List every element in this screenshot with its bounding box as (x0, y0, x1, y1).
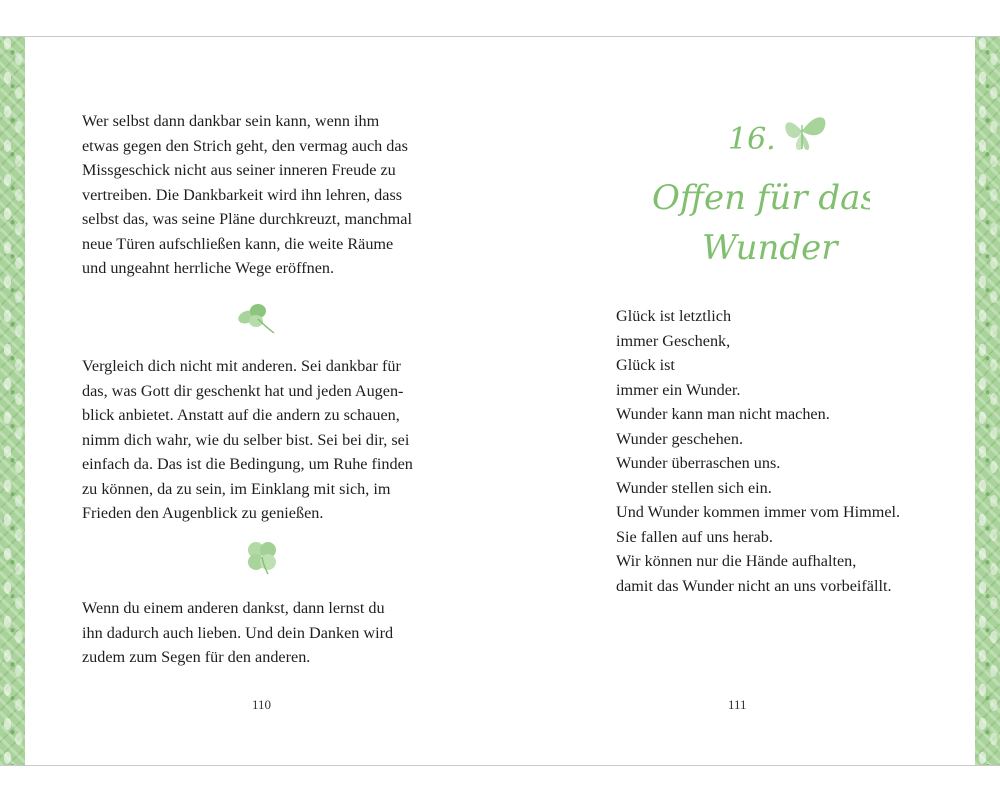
text-line: einfach da. Das ist die Bedingung, um Ruhe finden (82, 455, 413, 473)
paragraph-2 (82, 354, 413, 526)
four-leaf-clover-icon (242, 537, 282, 577)
poem-line: Und Wunder kommen immer vom Himmel. (616, 503, 901, 521)
poem-line: Glück ist (616, 356, 675, 374)
poem-line: immer ein Wunder. (616, 380, 741, 399)
text-line: zu können, da zu sein, im Einklang mit sich, im (82, 479, 391, 498)
poem-line: Sie fallen auf uns herab. (616, 527, 773, 546)
text-line: selbst das, was seine Pläne durchkreuzt, manchmal (82, 210, 412, 228)
text-line: Wenn du einem anderen dankst, dann lernst du (82, 599, 385, 617)
page-number: 110 (252, 697, 272, 712)
right-decorative-border (975, 37, 1000, 765)
left-page (82, 37, 442, 765)
poem-line: Wir können nur die Hände aufhalten, (616, 552, 857, 570)
text-line: nimm dich wahr, wie du selber bist. Sei bei dir, sei (82, 430, 410, 449)
paragraph-3 (82, 596, 393, 670)
text-line: vertreiben. Die Dankbarkeit wird ihn lehren, dass (82, 185, 403, 204)
text-line: etwas gegen den Strich geht, den vermag auch das (82, 136, 408, 155)
poem-line: Wunder stellen sich ein. (616, 478, 772, 497)
poem-line: Wunder kann man nicht machen. (616, 405, 830, 423)
text-line: ihn dadurch auch lieben. Und dein Danken wird (82, 623, 394, 642)
clover-icon (234, 297, 278, 337)
text-line: Frieden den Augenblick zu genießen. (82, 504, 324, 522)
poem (616, 304, 900, 598)
poem-line: damit das Wunder nicht an uns vorbeifällt. (616, 576, 892, 595)
text-line: und ungeahnt herrliche Wege eröffnen. (82, 259, 335, 277)
poem-line: Wunder überraschen uns. (616, 454, 781, 472)
poem-line: immer Geschenk, (616, 331, 731, 350)
paragraph-1 (82, 109, 412, 281)
page-number: 111 (728, 697, 747, 712)
text-line: das, was Gott dir geschenkt hat und jeden Augen- (82, 381, 404, 400)
text-line: neue Türen aufschließen kann, die weite Räume (82, 234, 394, 253)
text-line: Wer selbst dann dankbar sein kann, wenn ihm (82, 112, 380, 130)
text-line: Vergleich dich nicht mit anderen. Sei dankbar für (82, 357, 401, 375)
text-line: blick anbietet. Anstatt auf die andern zu schauen, (82, 406, 400, 424)
chapter-number: 16. (728, 122, 776, 157)
chapter-title-line2: Wunder (702, 228, 838, 268)
poem-line: Wunder geschehen. (616, 429, 743, 448)
left-decorative-border (0, 37, 25, 765)
poem-line: Glück ist letztlich (616, 307, 732, 325)
text-line: zudem zum Segen für den anderen. (82, 648, 311, 666)
book-spread (0, 36, 1000, 766)
right-page (616, 37, 946, 765)
text-line: Missgeschick nicht aus seiner inneren Freude zu (82, 161, 396, 179)
chapter-title-line1: Offen für das (652, 178, 870, 218)
